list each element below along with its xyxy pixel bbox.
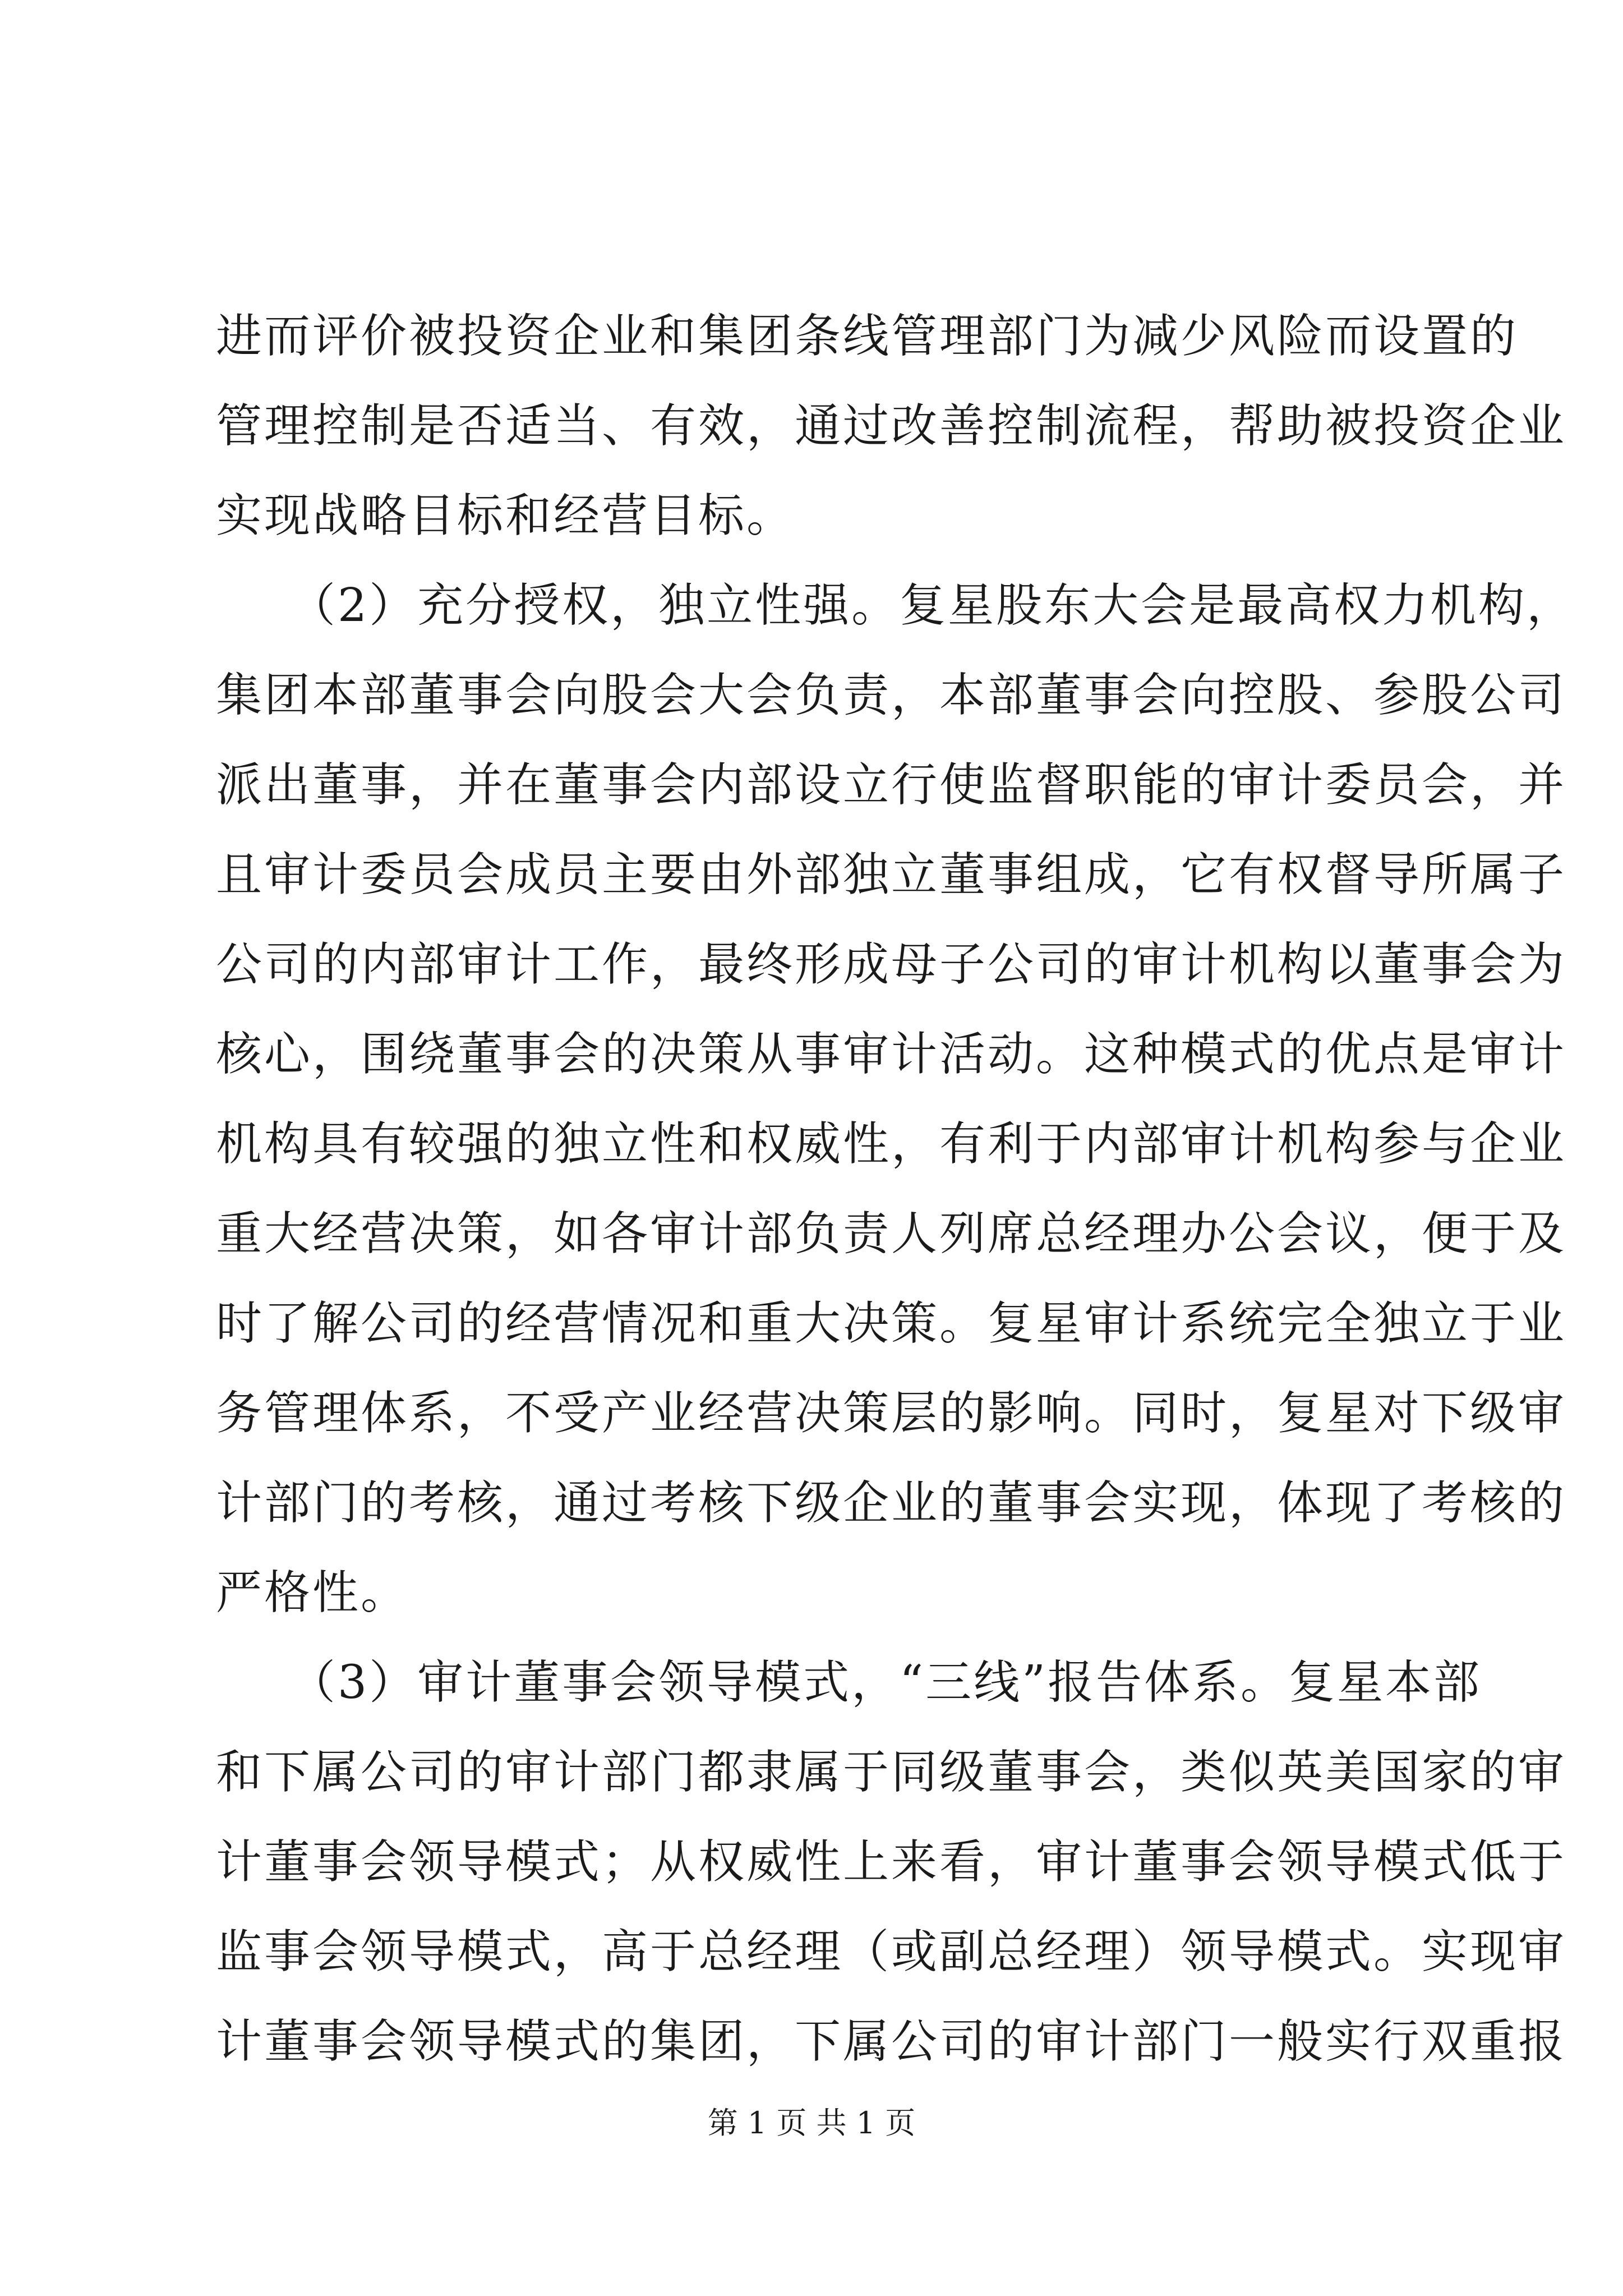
body-text-line: 派出董事，并在董事会内部设立行使监督职能的审计委员会，并	[216, 758, 1567, 812]
body-text-line: 时了解公司的经营情况和重大决策。复星审计系统完全独立于业	[216, 1297, 1567, 1350]
body-text-line: 进而评价被投资企业和集团条线管理部门为减少风险而设置的	[216, 310, 1519, 363]
body-text-line: 集团本部董事会向股会大会负责，本部董事会向控股、参股公司	[216, 669, 1567, 722]
body-text-line: 管理控制是否适当、有效，通过改善控制流程，帮助被投资企业	[216, 399, 1567, 453]
body-text-line: 公司的内部审计工作，最终形成母子公司的审计机构以董事会为	[216, 938, 1567, 991]
body-text-line: （2）充分授权，独立性强。复星股东大会是最高权力机构，	[216, 579, 1575, 632]
body-text-line: 务管理体系，不受产业经营决策层的影响。同时，复星对下级审	[216, 1387, 1567, 1440]
body-text-line: 计董事会领导模式的集团，下属公司的审计部门一般实行双重报	[216, 2015, 1567, 2068]
body-text-line: 计部门的考核，通过考核下级企业的董事会实现，体现了考核的	[216, 1476, 1567, 1530]
body-text-line: （3）审计董事会领导模式，“三线”报告体系。复星本部	[216, 1656, 1482, 1709]
body-text-line: 实现战略目标和经营目标。	[216, 489, 795, 542]
body-text-line: 核心，围绕董事会的决策从事审计活动。这种模式的优点是审计	[216, 1028, 1567, 1081]
body-text-line: 机构具有较强的独立性和权威性，有利于内部审计机构参与企业	[216, 1117, 1567, 1171]
page-footer: 第 1 页 共 1 页	[707, 2105, 916, 2141]
body-text-line: 重大经营决策，如各审计部负责人列席总经理办公会议，便于及	[216, 1207, 1567, 1260]
body-text-line: 严格性。	[216, 1566, 409, 1619]
body-text-line: 监事会领导模式，高于总经理（或副总经理）领导模式。实现审	[216, 1925, 1567, 1978]
body-text-line: 计董事会领导模式；从权威性上来看，审计董事会领导模式低于	[216, 1835, 1567, 1889]
body-text-line: 和下属公司的审计部门都隶属于同级董事会，类似英美国家的审	[216, 1746, 1567, 1799]
body-text-line: 且审计委员会成员主要由外部独立董事组成，它有权督导所属子	[216, 848, 1567, 901]
